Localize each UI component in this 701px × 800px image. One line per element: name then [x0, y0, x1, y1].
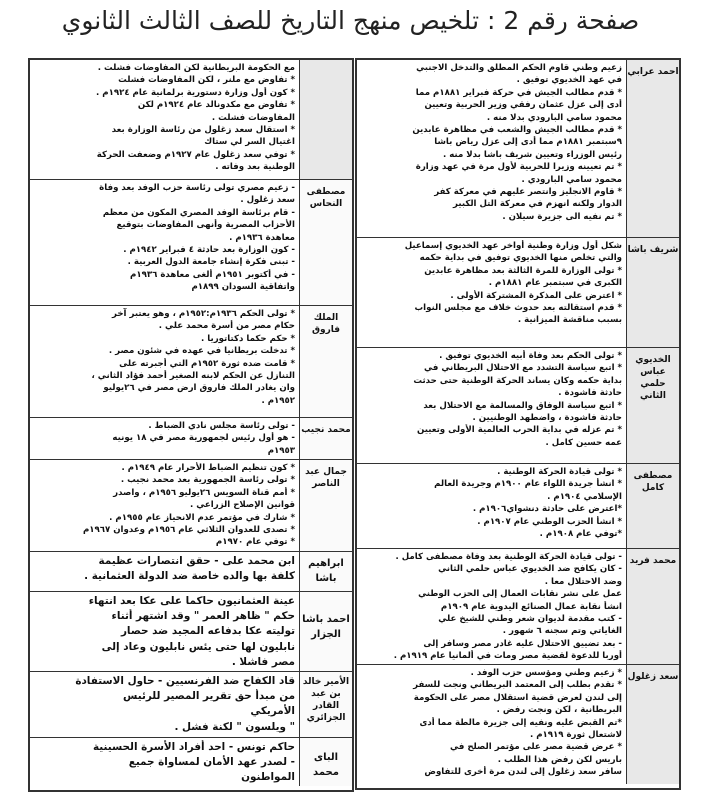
content-line: مصر فاشلا .	[231, 655, 295, 668]
content-line: * شارك في مؤتمر عدم الانحياز عام ١٩٥٥م .	[109, 512, 295, 523]
content-line: الأمريكي	[250, 705, 295, 718]
content-line: - لصدر عهد الأمان لمساواة جميع	[128, 756, 295, 769]
content-line: * تصدى للعدوان الثلاثي عام ١٩٥٦م وعدوان ١٩٦٧م	[82, 525, 295, 536]
content-line: عينة العثمانيون حاكما على عكا بعد انتهاء	[88, 595, 295, 607]
content-line: * تم نفيه الى جزيرة سيلان .	[502, 211, 622, 222]
content-line: * استقال سعد زغلول من رئاسة الوزارة بعد	[111, 125, 295, 136]
row-jazzar	[30, 592, 352, 672]
row-bey-mohamed	[30, 738, 352, 786]
content-line: الكبرى في سبتمبر عام ١٨٨١م .	[488, 278, 622, 289]
content-line: - تولى قيادة الحركة الوطنية بعد وفاة مصطفى كامل .	[395, 552, 622, 562]
content-line: * تم عزله في بداية الحرب العالمية الأولى وتعيين	[416, 425, 622, 436]
content-line: الوطنية بعد وفاته .	[215, 162, 295, 173]
content-line: - تولى رئاسة مجلس نادي الضباط .	[148, 421, 295, 431]
content-line: قوانين الإصلاح الزراعي .	[189, 500, 295, 511]
row-sherif-pasha	[357, 238, 679, 348]
content-line: * قاوم الانجليز وانتصر عليهم في معركة كفر	[434, 187, 622, 198]
row-name: سعد زغلول	[626, 665, 679, 784]
row-saad-zaghloul-cont	[30, 60, 352, 180]
content-line: * تم تعيينه وزيرا للحربية لأول مرة في عهد وزارة	[415, 162, 622, 173]
row-content	[357, 464, 626, 548]
content-line: نابليون لها حتى يئس نابليون وعاد إلى	[101, 640, 295, 653]
content-line: * قدم استقالته بعد حدوث خلاف مع مجلس النواب	[414, 303, 622, 314]
content-line: رئيس الوزراء وتعيين شريف باشا بدلا منه .	[442, 149, 622, 160]
content-line: * اتبع سياسة التشدد مع الاحتلال البريطاني في	[424, 363, 622, 374]
content-line: * تفاوض مع مكدونالد عام ١٩٢٤م لكن	[137, 100, 295, 111]
content-line: شكل أول وزارة وطنية أواخر عهد الخديوي إسماعيل	[404, 241, 622, 251]
content-line: *تم القبض عليه ونفيه إلى جزيرة مالطة مما أدى	[419, 717, 622, 728]
content-line: سعد زغلول .	[240, 195, 295, 206]
content-line: إلى لندن لعرض قضية استقلال مصر على الحكومة	[413, 692, 622, 703]
row-content	[30, 460, 299, 551]
content-line: - هو أول رئيس لجمهورية مصر في ١٨ يونيه	[112, 433, 295, 444]
content-line: بسبب مناقشة الميزانية .	[517, 315, 622, 326]
content-line: لاشتعال ثورة ١٩١٩م .	[529, 730, 622, 741]
content-line: المواطنون	[241, 771, 295, 784]
row-name: ابراهيم باشا	[299, 552, 352, 591]
content-line: * اعترض على المذكرة المشتركة الأولى .	[450, 290, 622, 301]
row-content	[357, 549, 626, 664]
content-line: التنازل عن الحكم لابنه الصغير أحمد فؤاد الثاني ،	[91, 371, 295, 382]
content-line: انشأ نقابة عمال الصنائع اليدوية عام ١٩٠٩م	[440, 601, 622, 612]
row-content	[357, 348, 626, 463]
row-content	[30, 552, 299, 591]
content-line: من مبدأ حق تقرير المصير للرئيس	[123, 690, 295, 703]
content-line: اغتيال السر لي ستاك	[204, 137, 295, 148]
content-line: قاد الكفاح ضد الفرنسيين - حاول الاستفادة	[75, 675, 295, 687]
page-title: صفحة رقم 2 : تلخيص منهج التاريخ للصف الثالث الثانوي	[61, 6, 640, 35]
row-name: مصطفى النحاس	[299, 180, 352, 305]
row-content	[30, 180, 299, 305]
content-line: * انشأ الحزب الوطني عام ١٩٠٧م .	[477, 516, 622, 527]
content-line: * توفي عام ١٩٧٠م	[215, 537, 295, 548]
content-line: أوربا للدعوة لقضية مصر ومات في ألمانيا عام ١٩١٩م .	[393, 651, 622, 662]
content-line: ابن محمد على - حقق انتصارات عظيمة	[98, 555, 295, 567]
content-line: * تولى الوزارة للمرة الثالثة بعد مظاهرة عابدين	[424, 265, 622, 276]
row-content	[30, 306, 299, 417]
content-line: ١٩٥٣م	[267, 445, 295, 456]
content-line: وضد الاحتلال معا .	[544, 576, 622, 587]
row-content	[30, 418, 299, 459]
content-line: * قدم مطالب الجيش والشعب في مظاهرة عابدين	[412, 125, 622, 136]
row-name: الخديوي عباس حلمي الثاني	[626, 348, 679, 463]
row-name: جمال عبد الناصر	[299, 460, 352, 551]
content-line: أدى إلى عزل عثمان رفقي وزير الحربية وتعيين	[424, 100, 622, 111]
content-line: باريس لكن رفض هذا الطلب .	[497, 754, 622, 765]
content-line: " ويلسون " لكنة فشل .	[174, 720, 295, 733]
row-name	[299, 60, 352, 179]
row-name: احمد باشا الجزار	[299, 592, 352, 671]
content-line: حادثة فاشودة ، واضطهد الوطنيين .	[472, 413, 622, 424]
row-mohamed-farid	[357, 549, 679, 665]
content-line: واتفاقية السودان ١٨٩٩م	[191, 282, 295, 293]
row-emir-khaled	[30, 672, 352, 738]
content-line: بداية حكمه وكان يساند الحركة الوطنية حتى حدثت	[413, 375, 622, 386]
content-line: حاكم تونس - احد أفراد الأسرة الحسينية	[92, 741, 295, 753]
row-name: احمد عرابي	[626, 60, 679, 237]
content-line: - تبنى فكرة إنشاء جامعة الدول العربية .	[127, 257, 295, 268]
content-line: سافر سعد زغلول إلى لندن مرة أخرى للتفاوض	[424, 767, 622, 778]
content-line: * كون تنظيم الضباط الأحرار عام ١٩٤٩م .	[121, 463, 295, 473]
row-content	[30, 672, 299, 737]
row-content	[30, 592, 299, 671]
content-line: - قام برئاسة الوفد المصري المكون من معظم	[102, 207, 295, 218]
content-line: المفاوضات فشلت .	[211, 112, 295, 123]
content-line: الأحزاب المصرية وأنهى المفاوضات بتوقيع	[116, 220, 295, 231]
row-content	[30, 60, 299, 179]
row-saad-zaghloul	[357, 665, 679, 784]
row-name: الملك فاروق	[299, 306, 352, 417]
content-line: * تولى الحكم ١٩٣٦م:١٩٥٢م ، وهو يعتبر آخر	[112, 309, 295, 319]
content-line: مع الحكومة البريطانية لكن المفاوضات فشلت .	[97, 63, 295, 73]
content-line: الإسلامي ١٩٠٤م .	[547, 491, 622, 502]
content-line: * زعيم وطني ومؤسس حزب الوفد .	[470, 668, 622, 678]
row-ahmed-orabi	[357, 60, 679, 238]
content-line: * أمم قناة السويس ٢٦يوليو ١٩٥٦م ، واصدر	[113, 487, 295, 498]
row-name: الأمير خالد بن عبد القادر الجزائري	[299, 672, 352, 737]
row-name: محمد فريد	[626, 549, 679, 664]
content-line: - في أكتوبر ١٩٥١م ألغى معاهدة ١٩٣٦م	[130, 269, 295, 280]
content-line: توليته عكا بدفاعه المجيد ضد حصار	[120, 625, 295, 638]
content-line: في عهد الخديوي توفيق .	[516, 75, 622, 86]
content-line: ١٩٥٢م .	[261, 395, 295, 406]
row-name: محمد نجيب	[299, 418, 352, 459]
content-line: حكم " ظاهر العمر " وقد اشتهر أثناء	[111, 610, 295, 623]
content-line: * حكم حكما دكتاتوريا .	[201, 333, 295, 344]
content-line: * توفي سعد زغلول عام ١٩٢٧م وضعفت الحركة	[96, 149, 295, 160]
content-line: * تولى الحكم بعد وفاة أبيه الخديوي توفيق .	[439, 351, 622, 361]
content-line: البريطانية ، لكن ونجت رفض .	[496, 705, 622, 716]
row-content	[357, 60, 626, 237]
content-line: محمود سامي البارودي .	[521, 174, 622, 185]
content-line: - زعيم مصري تولى رئاسة حزب الوفد بعد وفاة	[99, 183, 295, 193]
row-content	[357, 238, 626, 347]
row-content	[357, 665, 626, 784]
content-line: - كون الوزارة بعد حادثة ٤ فبراير ١٩٤٢م .	[123, 245, 295, 256]
content-line: عمل على نشر نقابات العمال إلى الحزب الوطني	[418, 589, 622, 600]
row-abbas-helmy	[357, 348, 679, 464]
content-line: - كان يكافح ضد الخديوي عباس حلمي الثاني	[438, 564, 622, 575]
content-line: زعيم وطني قاوم الحكم المطلق والتدخل الاجنبي	[416, 63, 622, 73]
content-line: - كتب مقدمة لديوان شعر وطني للشيخ علي	[438, 614, 622, 625]
content-line: كلفة بها والده خاصة ضد الدولة العثمانية .	[84, 570, 295, 583]
content-line: * تولى رئاسة الجمهورية بعد محمد نجيب .	[120, 475, 295, 486]
row-mostafa-kamel	[357, 464, 679, 549]
row-content	[30, 738, 299, 786]
row-nasser	[30, 460, 352, 552]
row-name: مصطفى كامل	[626, 464, 679, 548]
row-ibrahim-pasha	[30, 552, 352, 592]
content-line: ٩سبتمبر ١٨٨١م مما أدى إلى عزل رياض باشا	[434, 137, 622, 148]
content-line: * كون أول وزارة دستورية برلمانية عام ١٩٢٤م .	[96, 87, 295, 98]
content-line: محمود سامي البارودي بدلا منه .	[486, 112, 622, 123]
content-line: * عرض قضية مصر على مؤتمر الصلح في	[450, 742, 622, 753]
content-line: وان يغادر الملك فاروق ارض مصر في ٢٦يوليو	[103, 383, 295, 394]
row-name: شريف باشا	[626, 238, 679, 347]
content-line: حكام مصر من أسرة محمد علي .	[158, 321, 295, 332]
row-name: الباى محمد	[299, 738, 352, 786]
row-mohamed-naguib	[30, 418, 352, 460]
content-line: *توفي عام ١٩٠٨م .	[539, 529, 622, 540]
row-nahas	[30, 180, 352, 306]
content-line: * قدم مطالب الجيش في حركة فبراير ١٨٨١م مما	[415, 87, 622, 98]
content-line: الدوار ولكنه انهزم في معركة التل الكبير	[452, 199, 622, 210]
right-table	[355, 58, 681, 790]
content-line: * تقدم بطلب إلى المعتمد البريطاني ونجت للسفر	[413, 680, 622, 691]
row-king-farouk	[30, 306, 352, 418]
content-line: عمه حسين كامل .	[545, 437, 622, 448]
content-line: * انشأ جريدة اللواء عام ١٩٠٠م وجريدة العالم	[434, 479, 622, 490]
content-line: *اعترض على حادثة دنشواي١٩٠٦م .	[472, 504, 622, 515]
content-line: * تدخلت بريطانيا في عهده في شئون مصر .	[108, 346, 295, 357]
content-line: والتي تخلص منها الخديوي توفيق في بداية حكمه	[419, 253, 622, 264]
content-line: الغاياتي وتم سجنه ٦ شهور .	[502, 626, 622, 637]
content-line: حادثة فاشودة .	[558, 388, 622, 399]
content-line: * تفاوض مع ملنر ، لكن المفاوضات فشلت	[118, 75, 295, 86]
content-line: * قامت ضده ثورة ١٩٥٢م التي أجبرته على	[119, 358, 295, 369]
content-line: معاهدة ١٩٣٦م .	[229, 232, 295, 243]
content-line: * اتبع سياسة الوفاق والمسالمة مع الاحتلال بعد	[423, 400, 622, 411]
content-line: * تولى قيادة الحركة الوطنية .	[497, 467, 622, 477]
left-table	[28, 58, 354, 792]
content-line: - بعد تضييق الاحتلال عليه غادر مصر وسافر إلى	[423, 638, 622, 649]
